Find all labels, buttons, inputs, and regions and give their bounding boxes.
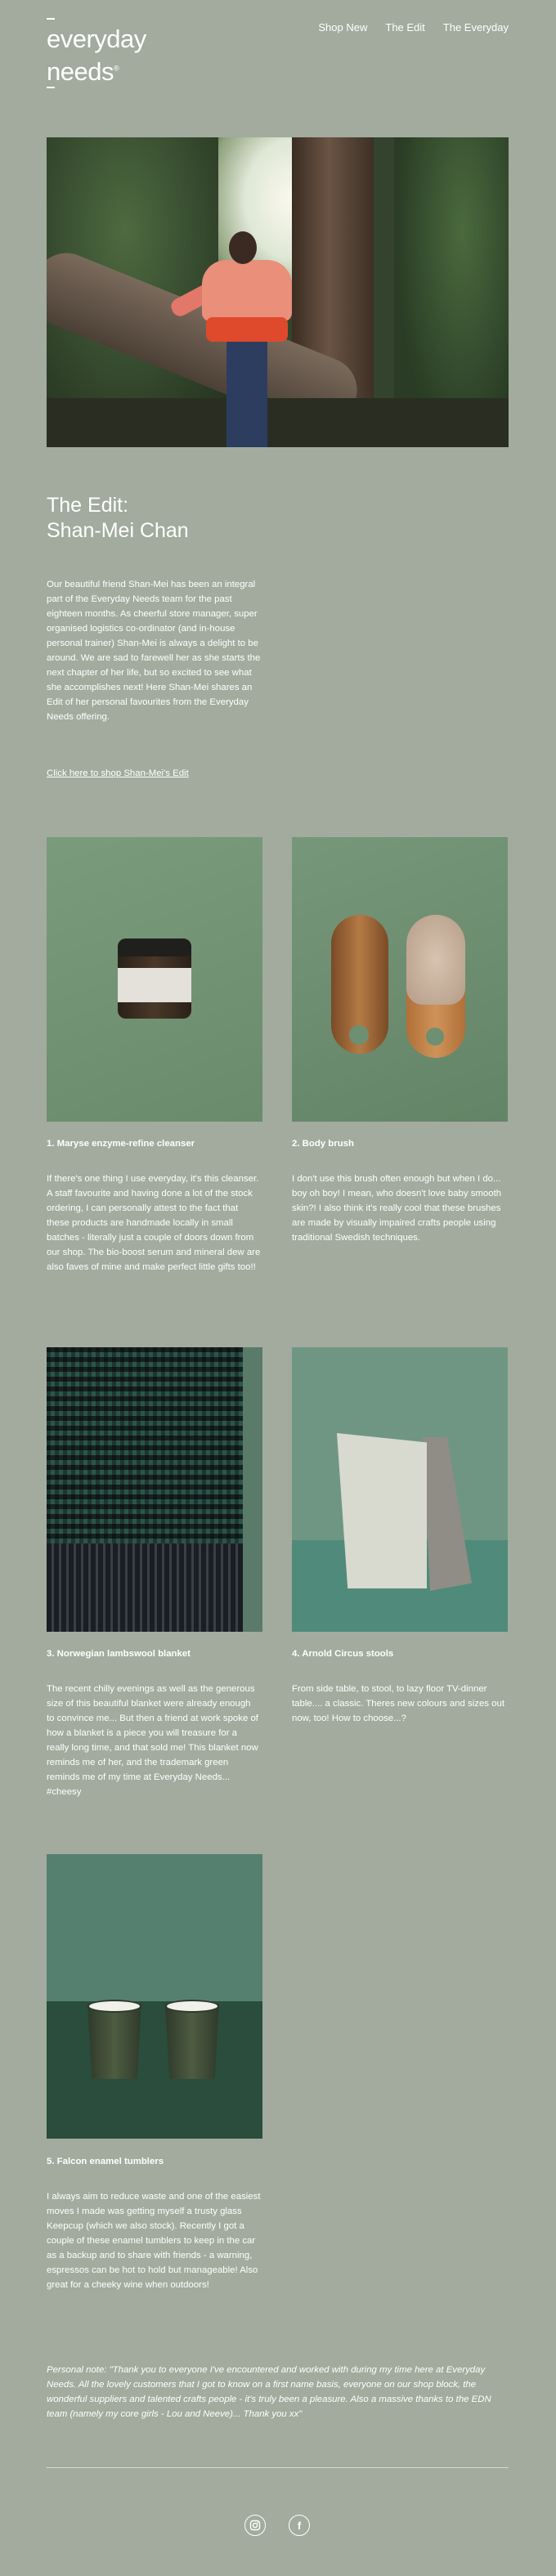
- logo-bar-top: [47, 18, 55, 20]
- product-1-desc: If there's one thing I use everyday, it's this cleanser. A staff favourite and having done a lot of the stock ordering, I can personally attest to the fact that these products are handmade locally in small batches - literally just a couple of doors down from our shop. The bio-boost serum and mineral dew are also faves of mine and make perfect little gifts too!!: [47, 1174, 261, 1272]
- page-title-line1: The Edit:: [47, 494, 129, 517]
- logo-word-everyday: everyday: [47, 25, 146, 53]
- product-4-desc: From side table, to stool, to lazy floor TV-dinner table.... a classic. Theres new colours and sizes out now, too! How to choose...?: [292, 1684, 505, 1723]
- product-5-desc: I always aim to reduce waste and one of the easiest moves I made was getting myself a trusty glass Keepcup (which we also stock). Recently I got a couple of these enamel tumblers to keep in the car as a backup and to share with friends - a warning, espressos can be hot to hold but manageable! Also great for a cheeky wine when outdoors!: [47, 2192, 261, 2290]
- facebook-icon[interactable]: [289, 2515, 310, 2536]
- product-2-title[interactable]: 2. Body brush: [292, 1139, 354, 1149]
- product-4-title[interactable]: 4. Arnold Circus stools: [292, 1649, 394, 1659]
- product-3-title[interactable]: 3. Norwegian lambswool blanket: [47, 1649, 191, 1659]
- product-5-title[interactable]: 5. Falcon enamel tumblers: [47, 2157, 164, 2166]
- logo[interactable]: [47, 18, 161, 87]
- logo-word-needs: needs: [47, 57, 114, 86]
- instagram-glyph: [249, 2520, 261, 2531]
- facebook-glyph: f: [297, 2519, 302, 2532]
- nav-the-everyday[interactable]: The Everyday: [442, 21, 509, 34]
- shop-edit-link[interactable]: Click here to shop Shan-Mei's Edit: [47, 768, 189, 778]
- main-nav: [318, 21, 509, 34]
- page-title: [47, 493, 189, 544]
- nav-shop-new[interactable]: Shop New: [318, 21, 368, 34]
- product-1-image[interactable]: [47, 837, 262, 1122]
- logo-registered-mark: ®: [113, 64, 119, 73]
- product-5-image[interactable]: [47, 1854, 262, 2139]
- logo-bar-bottom: [47, 87, 55, 88]
- product-2-image[interactable]: [292, 837, 508, 1122]
- product-1-title[interactable]: 1. Maryse enzyme-refine cleanser: [47, 1139, 195, 1149]
- personal-note: Personal note: "Thank you to everyone I've encountered and worked with during my time here at Everyday Needs. All the lovely customers that I got to know on a first name basis, everyone on our shop block, the wonderful suppliers and talented crafts people - it's truly been a pleasure. Also a massive thanks to the EDN team (namely my core girls - Lou and Neeve)... Thank you xx": [47, 2365, 491, 2419]
- product-2-desc: I don't use this brush often enough but when I do... boy oh boy! I mean, who doesn't love baby smooth skin?! I also think it's really cool that these brushes are made by visually impaired crafts people using traditional Swedish techniques.: [292, 1174, 502, 1243]
- product-4-image[interactable]: [292, 1347, 508, 1632]
- hero-photo: [47, 137, 509, 447]
- nav-the-edit[interactable]: The Edit: [385, 21, 425, 34]
- instagram-icon[interactable]: [244, 2515, 266, 2536]
- page-title-line2: Shan-Mei Chan: [47, 519, 189, 542]
- product-3-image[interactable]: [47, 1347, 262, 1632]
- footer-divider: [47, 2467, 509, 2468]
- intro-text: Our beautiful friend Shan-Mei has been an integral part of the Everyday Needs team for the past eighteen months. As cheerful store manager, super organised logistics co-ordinator (and in-house personal trainer) Shan-Mei is always a delight to be around. We are sad to farewell her as she starts the next chapter of her life, but so excited to see what she accomplishes next! Here Shan-Mei shares an Edit of her personal favourites from the Everyday Needs offering.: [47, 580, 261, 722]
- product-3-desc: The recent chilly evenings as well as the generous size of this beautiful blanket were already enough to convince me... But then a friend at work spoke of how a blanket is a piece you will treasure for a really long time, and that sold me! This blanket now reminds me of her, and the trademark green reminds me of my time at Everyday Needs... #cheesy: [47, 1684, 258, 1797]
